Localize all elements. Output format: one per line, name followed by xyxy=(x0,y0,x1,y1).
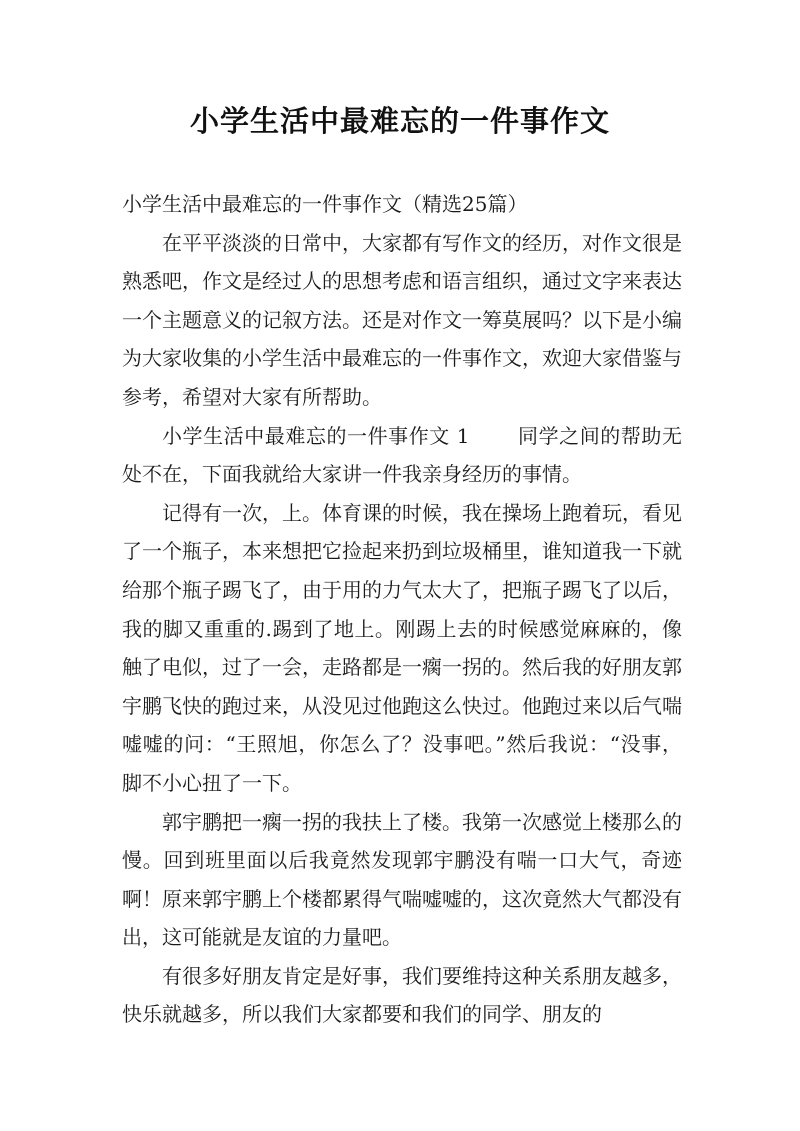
document-subtitle: 小学生活中最难忘的一件事作文（精选25篇） xyxy=(122,192,528,216)
essay-heading: 小学生活中最难忘的一件事作文 1 xyxy=(162,423,470,448)
paragraph-friends: 有很多好朋友肯定是好事，我们要维持这种关系朋友越多，快乐就越多，所以我们大家都要和我们的同学、朋友的 xyxy=(122,963,682,1027)
document-title: 小学生活中最难忘的一件事作文 xyxy=(189,104,610,138)
document-body xyxy=(122,185,682,1034)
paragraph-story: 记得有一次，上。体育课的时候，我在操场上跑着玩，看见了一个瓶子，本来想把它捡起来扔到垃圾桶里，谁知道我一下就给那个瓶子踢飞了，由于用的力气太大了，把瓶子踢飞了以后，我的脚又重重的.踢到了地上。刚踢上去的时候感觉麻麻的，像触了电似，过了一会，走路都是一瘸一拐的。然后我的好朋友郭宇鹏飞快的跑过来，从没见过他跑这么快过。他跑过来以后气喘嘘嘘的问：“王照旭，你怎么了？没事吧。”然后我说：“没事，脚不小心扭了一下。 xyxy=(122,500,682,795)
paragraph-intro: 在平平淡淡的日常中，大家都有写作文的经历，对作文很是熟悉吧，作文是经过人的思想考虑和语言组织，通过文字来表达一个主题意义的记叙方法。还是对作文一筹莫展吗？以下是小编为大家收集的小学生活中最难忘的一件事作文，欢迎大家借鉴与参考，希望对大家有所帮助。 xyxy=(122,230,682,409)
essay-heading-paragraph xyxy=(122,417,682,494)
paragraph-help: 郭宇鹏把一瘸一拐的我扶上了楼。我第一次感觉上楼那么的慢。回到班里面以后我竟然发现郭宇鹏没有喘一口大气，奇迹啊！原来郭宇鹏上个楼都累得气喘嘘嘘的，这次竟然大气都没有出，这可能就是友谊的力量吧。 xyxy=(122,809,682,950)
essay-heading-text: 同学之间的帮助无处不在，下面我就给大家讲一件我亲身经历的事情。 xyxy=(122,423,682,487)
